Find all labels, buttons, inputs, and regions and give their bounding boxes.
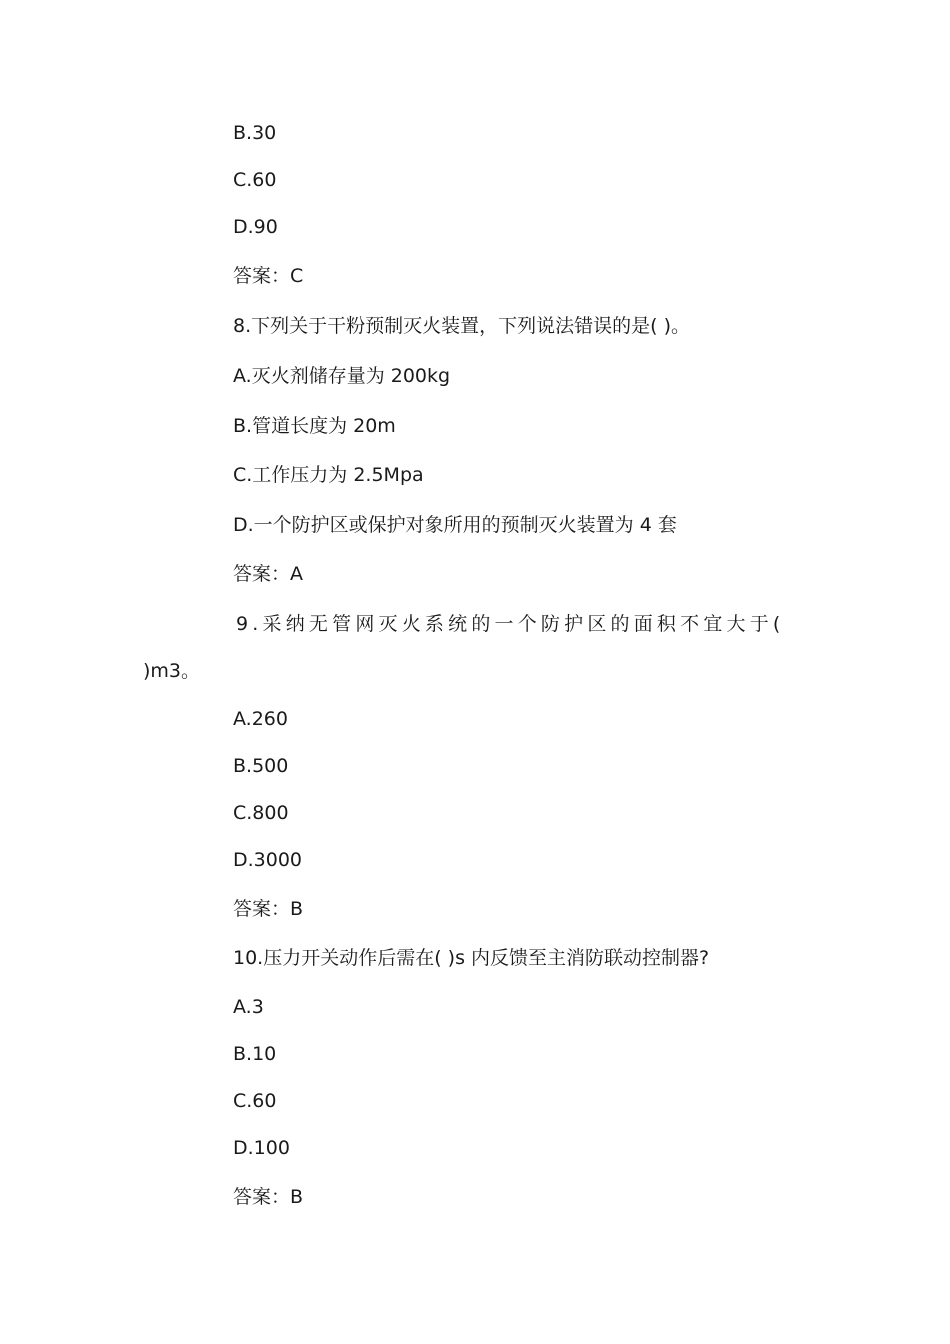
q8-option-a: A.灭火剂储存量为 200kg [233,365,451,387]
q7-option-b: B.30 [233,122,277,144]
q10-answer: 答案：B [233,1186,304,1208]
q10-option-c: C.60 [233,1090,277,1112]
q7-answer: 答案：C [233,265,304,287]
q10-question: 10.压力开关动作后需在( )s 内反馈至主消防联动控制器? [233,947,710,969]
q8-answer: 答案：A [233,563,303,585]
q10-option-b: B.10 [233,1043,277,1065]
q10-option-d: D.100 [233,1137,290,1159]
q9-answer: 答案：B [233,898,304,920]
q9-option-a: A.260 [233,708,288,730]
q7-option-c: C.60 [233,169,277,191]
q8-option-b: B.管道长度为 20m [233,415,396,437]
q9-question-line2: )m3。 [143,660,201,682]
q9-question-line1: 9.采纳无管网灭火系统的一个防护区的面积不宜大于( [236,613,785,635]
q9-option-b: B.500 [233,755,289,777]
q7-option-d: D.90 [233,216,278,238]
q8-option-c: C.工作压力为 2.5Mpa [233,464,424,486]
q10-option-a: A.3 [233,996,264,1018]
q8-question: 8.下列关于干粉预制灭火装置，下列说法错误的是( )。 [233,315,690,337]
q8-option-d: D.一个防护区或保护对象所用的预制灭火装置为 4 套 [233,514,677,536]
q9-option-c: C.800 [233,802,289,824]
q9-option-d: D.3000 [233,849,303,871]
